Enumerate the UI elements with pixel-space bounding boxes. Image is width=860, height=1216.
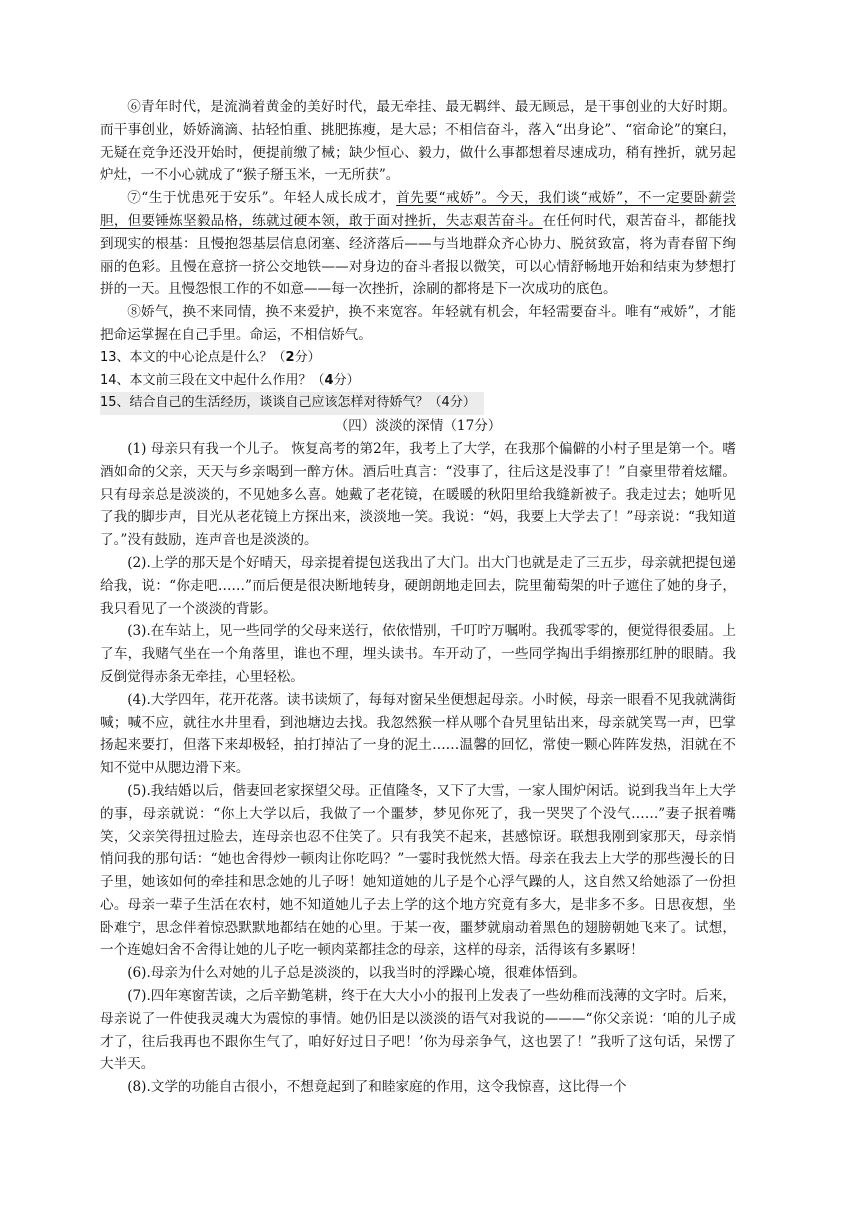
essay-paragraph-6: ⑥青年时代，是流淌着黄金的美好时代，最无牵挂、最无羁绊、最无顾忌，是干事创业的大好时期。而干事创业，娇娇滴滴、拈轻怕重、挑肥拣瘦，是大忌；不相信奋斗，落入“出身论”、“宿命论”的窠臼，无疑在竞争还没开始时，便提前缴了械；缺少恒心、毅力，做什么事都想着尽速成功，稍有挫折，就另起炉灶，一不小心就成了“猴子掰玉米，一无所获”。 [100,99,736,184]
story-paragraph-7: (7).四年寒窗苦读，之后辛勤笔耕，终于在大大小小的报刊上发表了一些幼稚而浅薄的文字时。后来，母亲说了一件使我灵魂大为震惊的事情。她仍旧是以淡淡的语气对我说的———“你父亲说：‘咱的儿子成才了，往后我再也不跟你生气了，咱好好过日子吧！’你为母亲争气，这也罢了！”我听了这句话，呆愣了大半天。 [100,988,736,1073]
question-15: 15、结合自己的生活经历，谈谈自己应该怎样对待娇气？（4分） [100,392,736,415]
story-paragraph-1: (1) 母亲只有我一个儿子。 恢复高考的第2年，我考上了大学，在我那个偏僻的小村子里是第一个。嗜酒如命的父亲，天天与乡亲喝到一醉方休。酒后吐真言：“没事了，往后这是没事了！”自豪里带着炫耀。只有母亲总是淡淡的，不见她多么喜。她戴了老花镜，在暖暖的秋阳里给我缝新被子。我走过去；她听见了我的脚步声，目光从老花镜上方探出来，淡淡地一笑。我说：“妈，我要上大学去了！”母亲说：“我知道了。”没有鼓励，连声音也是淡淡的。 [100,440,736,549]
question-13: 13、本文的中心论点是什么？（2分） [100,349,321,365]
story-paragraph-5: (5).我结婚以后，偕妻回老家探望父母。正值隆冬，又下了大雪，一家人围炉闲话。说到我当年上大学的事，母亲就说：“你上大学以后，我做了一个噩梦，梦见你死了，我一哭哭了个没气……”妻子抿着嘴笑，父亲笑得扭过脸去，连母亲也忍不住笑了。只有我笑不起来，甚感惊讶。联想我刚到家那天，母亲悄悄问我的那句话：“她也舍得炒一顿肉让你吃吗？”一霎时我恍然大悟。母亲在我去上大学的那些漫长的日子里，她该如何的牵挂和思念她的儿子呀！她知道她的儿子是个心浮气躁的人，这自然又给她添了一份担心。母亲一辈子生活在农村，她不知道她儿子去上学的这个地方究竟有多大，是非多不多。日思夜想，坐卧难宁，思念伴着惊恐默默地都结在她的心里。于某一夜，噩梦就扇动着黑色的翅膀朝她飞来了。试想，一个连媳妇舍不舍得让她的儿子吃一顿肉菜都挂念的母亲，这样的母亲，活得该有多累呀！ [100,782,736,959]
story-paragraph-2: (2).上学的那天是个好晴天，母亲提着提包送我出了大门。出大门也就是走了三五步，母亲就把提包递给我，说：“你走吧……”而后便是很决断地转身，硬朗朗地走回去，院里葡萄架的叶子遮住了她的身子，我只看见了一个淡淡的背影。 [100,554,736,617]
essay-p7-body: 在任何时代，艰苦奋斗，都能找到现实的根基：且慢抱怨基层信息闭塞、经济落后——与当地群众齐心协力、脱贫致富，将为青春留下绚丽的色彩。且慢在意挤一挤公交地铁——对身边的奋斗者报以微笑，可以心情舒畅地开始和结束为梦想打拼的一天。且慢怨恨工作的不如意——每一次挫折，涂刷的都将是下一次成功的底色。 [100,212,737,298]
question-14: 14、本文前三段在文中起什么作用？（4分） [100,372,360,388]
essay-paragraph-8: ⑧娇气，换不来同情，换不来爱护，换不来宽容。年轻就有机会，年轻需要奋斗。唯有“戒娇”，才能把命运掌握在自己手里。命运，不相信娇气。 [100,304,736,343]
story-paragraph-4: (4).大学四年，花开花落。读书读烦了，每每对窗呆坐便想起母亲。小时候，母亲一眼看不见我就满街喊；喊不应，就往水井里看，到池塘边去找。我忽然猴一样从哪个旮旯里钻出来，母亲就笑骂一声，巴掌扬起来要打，但落下来却极轻，拍打掉沾了一身的泥土……温馨的回忆，常使一颗心阵阵发热，泪就在不知不觉中从腮边滑下来。 [100,691,736,777]
section-title: （四）淡淡的深情（17分） [334,418,502,435]
story-paragraph-8: (8).文学的功能自古很小，不想竟起到了和睦家庭的作用，这令我惊喜，这比得一个 [127,1079,627,1096]
essay-p7-lead: ⑦“生于忧患死于安乐”。年轻人成长成才， [127,190,397,207]
story-paragraph-6: (6).母亲为什么对她的儿子总是淡淡的，以我当时的浮躁心境，很难体悟到。 [127,965,586,982]
essay-paragraph-7 [100,187,736,301]
exam-page [100,96,736,1099]
story-paragraph-3: (3).在车站上，见一些同学的父母来送行，依依惜别，千叮咛万嘱咐。我孤零零的，便觉得很委屈。上了车，我赌气坐在一个角落里，谁也不理，埋头读书。车开动了，一些同学掏出手绢擦那红肿的眼睛。我反倒觉得赤条无牵挂，心里轻松。 [100,623,736,685]
essay-p7-underlined: 首先要“戒娇”。今天，我们谈“戒娇”，不一定要卧薪尝胆，但要锤炼坚毅品格，练就过硬本领，敢于面对挫折，失志艰苦奋斗。 [100,190,736,229]
